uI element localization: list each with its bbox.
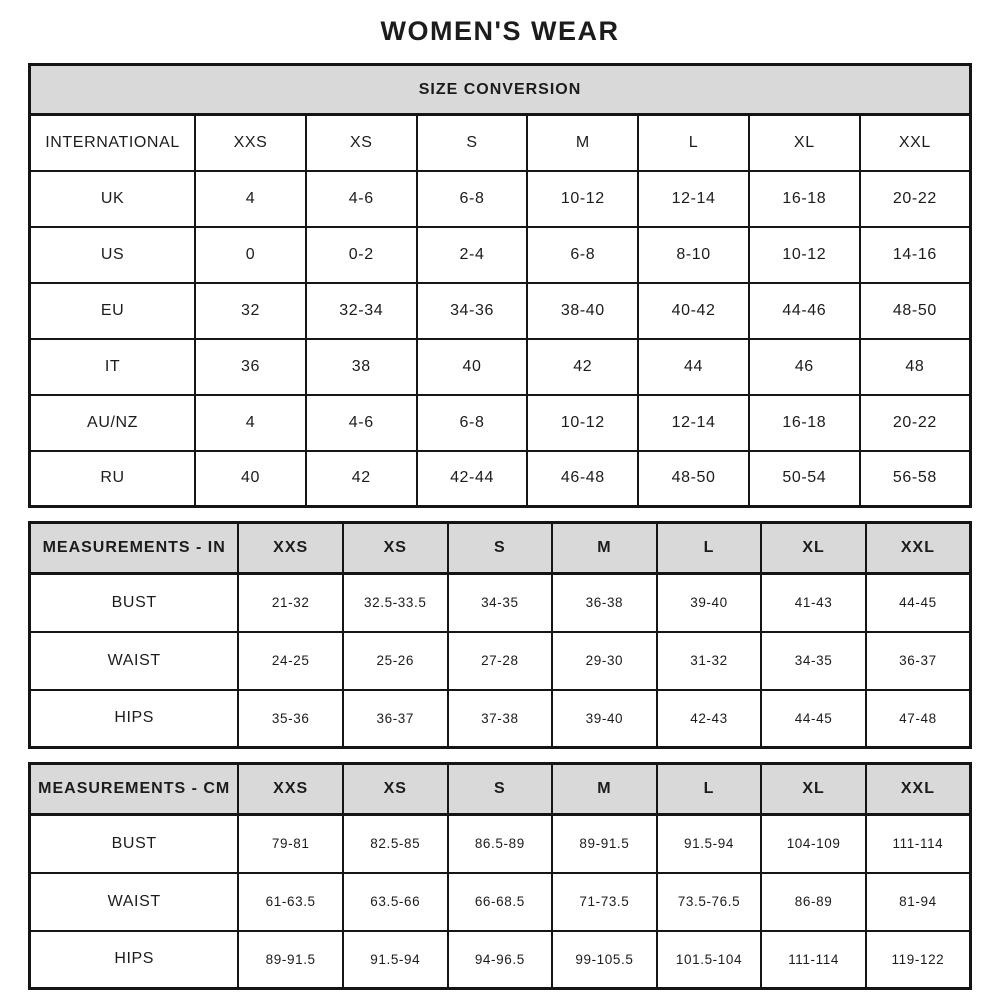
measurement-cell: 111-114 <box>866 815 971 873</box>
table-row <box>30 171 971 227</box>
measurement-cell: 25-26 <box>343 632 448 690</box>
table-row <box>30 523 971 574</box>
size-conversion-title: SIZE CONVERSION <box>30 65 971 115</box>
row-label-it: IT <box>30 339 196 395</box>
measurements-cm-title: MEASUREMENTS - CM <box>30 764 239 815</box>
size-col-header: XL <box>761 764 866 815</box>
measurement-cell: 42-43 <box>657 690 762 748</box>
size-cell: 38 <box>306 339 417 395</box>
measurement-cell: 91.5-94 <box>657 815 762 873</box>
measurements-in-title: MEASUREMENTS - IN <box>30 523 239 574</box>
size-cell: 6-8 <box>417 171 528 227</box>
size-cell: 10-12 <box>527 395 638 451</box>
measurement-cell: 36-37 <box>343 690 448 748</box>
table-row <box>30 451 971 507</box>
row-label-bust: BUST <box>30 815 239 873</box>
size-cell: 4 <box>195 395 306 451</box>
size-cell: 48-50 <box>860 283 971 339</box>
measurement-cell: 39-40 <box>657 574 762 632</box>
measurement-cell: 101.5-104 <box>657 931 762 989</box>
size-cell: 46 <box>749 339 860 395</box>
size-col-header: XS <box>306 115 417 171</box>
size-col-header: M <box>552 523 657 574</box>
size-cell: 42 <box>306 451 417 507</box>
row-label-aunz: AU/NZ <box>30 395 196 451</box>
size-cell: 6-8 <box>417 395 528 451</box>
size-col-header: XL <box>749 115 860 171</box>
size-cell: 2-4 <box>417 227 528 283</box>
size-col-header: S <box>448 523 553 574</box>
size-cell: 56-58 <box>860 451 971 507</box>
size-conversion-table <box>28 63 972 508</box>
table-row <box>30 574 971 632</box>
row-header-international: INTERNATIONAL <box>30 115 196 171</box>
size-cell: 42-44 <box>417 451 528 507</box>
size-col-header: XL <box>761 523 866 574</box>
row-label-waist: WAIST <box>30 632 239 690</box>
row-label-uk: UK <box>30 171 196 227</box>
size-cell: 4-6 <box>306 395 417 451</box>
size-cell: 16-18 <box>749 171 860 227</box>
measurement-cell: 35-36 <box>238 690 343 748</box>
measurement-cell: 89-91.5 <box>238 931 343 989</box>
size-cell: 10-12 <box>749 227 860 283</box>
measurements-in-table <box>28 521 972 749</box>
size-col-header: S <box>448 764 553 815</box>
measurement-cell: 32.5-33.5 <box>343 574 448 632</box>
measurements-cm-table <box>28 762 972 990</box>
measurement-cell: 41-43 <box>761 574 866 632</box>
measurement-cell: 44-45 <box>866 574 971 632</box>
measurement-cell: 47-48 <box>866 690 971 748</box>
size-col-header: M <box>552 764 657 815</box>
size-cell: 20-22 <box>860 395 971 451</box>
row-label-hips: HIPS <box>30 931 239 989</box>
row-label-ru: RU <box>30 451 196 507</box>
size-cell: 46-48 <box>527 451 638 507</box>
measurement-cell: 99-105.5 <box>552 931 657 989</box>
row-label-waist: WAIST <box>30 873 239 931</box>
measurement-cell: 91.5-94 <box>343 931 448 989</box>
measurement-cell: 79-81 <box>238 815 343 873</box>
size-cell: 44 <box>638 339 749 395</box>
measurement-cell: 111-114 <box>761 931 866 989</box>
table-row <box>30 815 971 873</box>
size-col-header: L <box>657 764 762 815</box>
size-col-header: XXS <box>238 764 343 815</box>
row-label-hips: HIPS <box>30 690 239 748</box>
table-row <box>30 283 971 339</box>
measurement-cell: 89-91.5 <box>552 815 657 873</box>
measurement-cell: 82.5-85 <box>343 815 448 873</box>
table-row <box>30 632 971 690</box>
measurement-cell: 39-40 <box>552 690 657 748</box>
table-row <box>30 873 971 931</box>
table-row <box>30 764 971 815</box>
measurement-cell: 34-35 <box>448 574 553 632</box>
measurement-cell: 66-68.5 <box>448 873 553 931</box>
size-cell: 16-18 <box>749 395 860 451</box>
size-cell: 44-46 <box>749 283 860 339</box>
size-cell: 48 <box>860 339 971 395</box>
measurement-cell: 94-96.5 <box>448 931 553 989</box>
size-cell: 50-54 <box>749 451 860 507</box>
size-cell: 36 <box>195 339 306 395</box>
measurement-cell: 81-94 <box>866 873 971 931</box>
measurement-cell: 36-37 <box>866 632 971 690</box>
measurement-cell: 31-32 <box>657 632 762 690</box>
measurement-cell: 29-30 <box>552 632 657 690</box>
size-col-header: XS <box>343 764 448 815</box>
measurement-cell: 36-38 <box>552 574 657 632</box>
table-row <box>30 115 971 171</box>
size-cell: 42 <box>527 339 638 395</box>
size-cell: 0 <box>195 227 306 283</box>
size-cell: 40-42 <box>638 283 749 339</box>
size-col-header: XXS <box>238 523 343 574</box>
measurement-cell: 24-25 <box>238 632 343 690</box>
size-col-header: L <box>657 523 762 574</box>
table-row <box>30 227 971 283</box>
table-row <box>30 339 971 395</box>
size-col-header: XXS <box>195 115 306 171</box>
size-cell: 8-10 <box>638 227 749 283</box>
measurement-cell: 27-28 <box>448 632 553 690</box>
size-cell: 40 <box>195 451 306 507</box>
size-cell: 12-14 <box>638 171 749 227</box>
measurement-cell: 86-89 <box>761 873 866 931</box>
measurement-cell: 63.5-66 <box>343 873 448 931</box>
size-cell: 48-50 <box>638 451 749 507</box>
row-label-bust: BUST <box>30 574 239 632</box>
size-cell: 32-34 <box>306 283 417 339</box>
size-cell: 38-40 <box>527 283 638 339</box>
measurement-cell: 44-45 <box>761 690 866 748</box>
measurement-cell: 34-35 <box>761 632 866 690</box>
measurement-cell: 37-38 <box>448 690 553 748</box>
size-cell: 20-22 <box>860 171 971 227</box>
table-row <box>30 931 971 989</box>
page-title: WOMEN'S WEAR <box>380 16 620 46</box>
measurement-cell: 61-63.5 <box>238 873 343 931</box>
size-cell: 6-8 <box>527 227 638 283</box>
size-col-header: L <box>638 115 749 171</box>
size-col-header: M <box>527 115 638 171</box>
size-cell: 4-6 <box>306 171 417 227</box>
table-row <box>30 395 971 451</box>
row-label-us: US <box>30 227 196 283</box>
size-col-header: XXL <box>866 523 971 574</box>
measurement-cell: 71-73.5 <box>552 873 657 931</box>
measurement-cell: 21-32 <box>238 574 343 632</box>
size-cell: 10-12 <box>527 171 638 227</box>
size-col-header: XXL <box>866 764 971 815</box>
size-cell: 4 <box>195 171 306 227</box>
table-row <box>30 690 971 748</box>
size-cell: 40 <box>417 339 528 395</box>
measurement-cell: 73.5-76.5 <box>657 873 762 931</box>
size-cell: 12-14 <box>638 395 749 451</box>
measurement-cell: 104-109 <box>761 815 866 873</box>
size-cell: 34-36 <box>417 283 528 339</box>
size-cell: 0-2 <box>306 227 417 283</box>
size-col-header: XXL <box>860 115 971 171</box>
measurement-cell: 119-122 <box>866 931 971 989</box>
size-col-header: S <box>417 115 528 171</box>
size-cell: 32 <box>195 283 306 339</box>
size-col-header: XS <box>343 523 448 574</box>
size-cell: 14-16 <box>860 227 971 283</box>
table-row <box>30 65 971 115</box>
row-label-eu: EU <box>30 283 196 339</box>
measurement-cell: 86.5-89 <box>448 815 553 873</box>
